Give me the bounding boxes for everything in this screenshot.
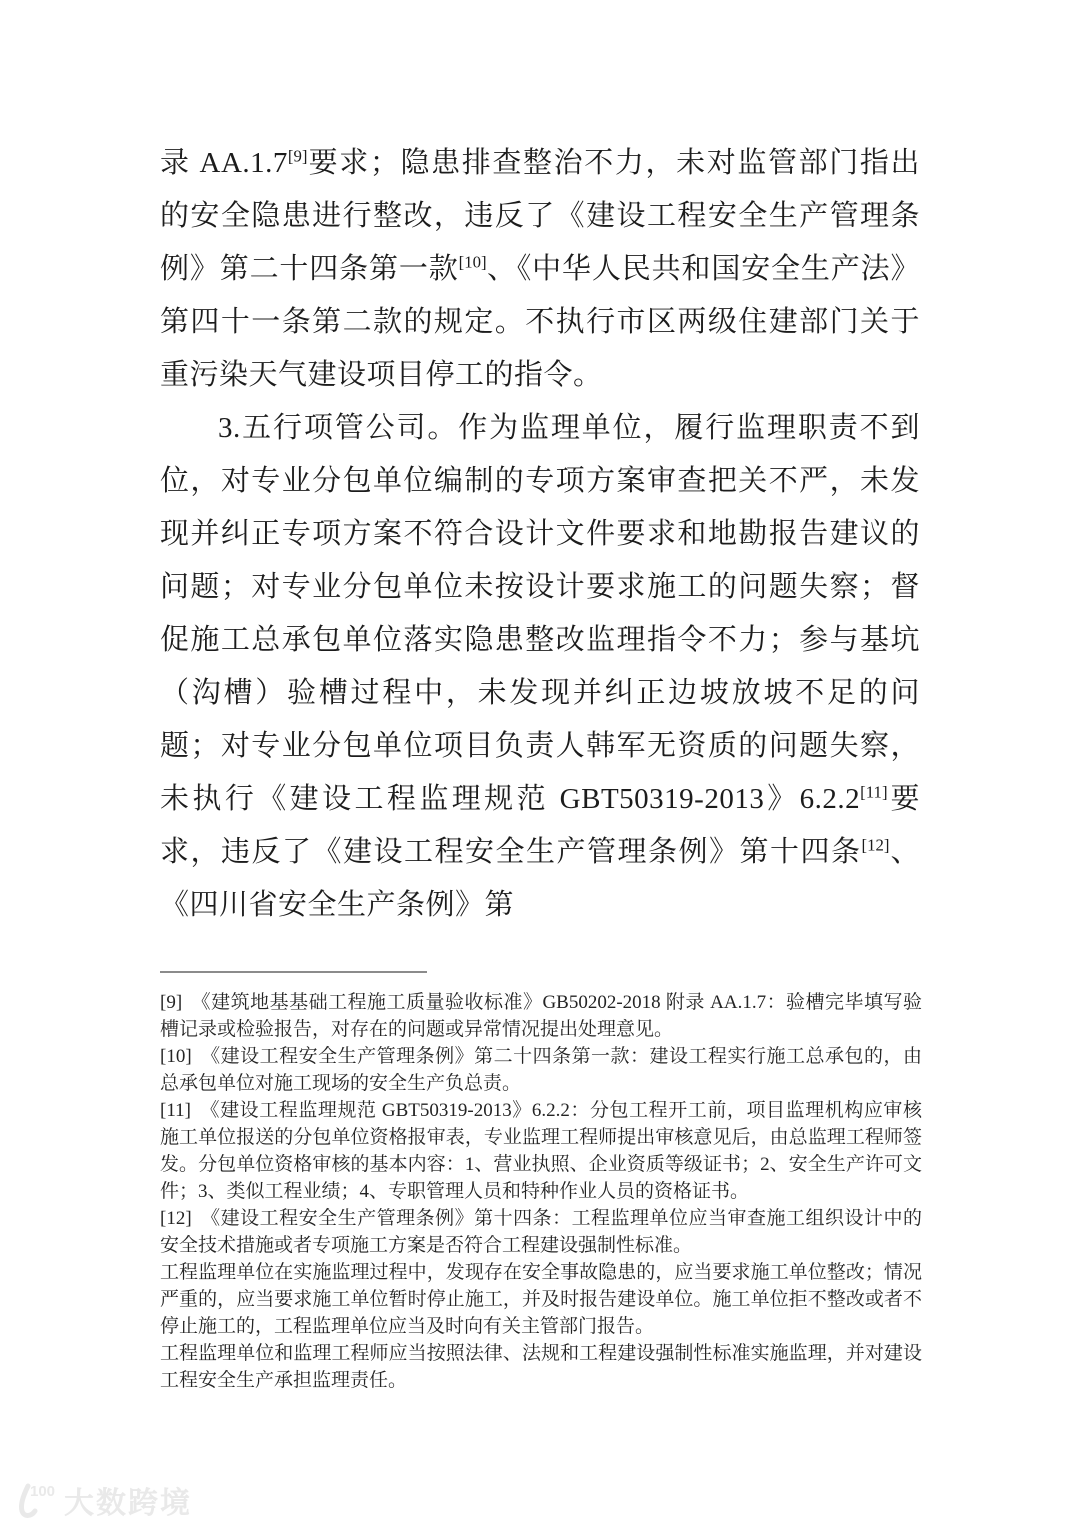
footnote-text: 《建设工程安全生产管理条例》第十四条：工程监理单位应当审查施工组织设计中的安全技术措施或者专项施工方案是否符合工程建设强制性标准。 <box>160 1208 922 1256</box>
text-run: 要求，违反了《建设工程安全生产管理条例》第十四条 <box>160 783 920 868</box>
logo-100-text: 100 <box>30 1483 56 1500</box>
footnotes-section <box>160 971 922 1394</box>
footnote-text: 《建筑地基基础工程施工质量验收标准》GB50202-2018 附录 AA.1.7：验槽完毕填写验槽记录或检验报告，对存在的问题或异常情况提出处理意见。 <box>160 992 922 1040</box>
footnote-item <box>160 1259 922 1340</box>
footnote-text: 《建设工程监理规范 GBT50319-2013》6.2.2：分包工程开工前，项目监理机构应审核施工单位报送的分包单位资格报审表，专业监理工程师提出审核意见后，由总监理工程师签发。分包单位资格审核的基本内容：1、营业执照、企业资质等级证书；2、安全生产许可文件；3、类似工程业绩；4、专职管理人员和特种作业人员的资格证书。 <box>160 1100 922 1202</box>
footnote-marker: [11] <box>160 1100 191 1121</box>
text-run: 、《中华人民共和国安全生产法》第四十一条第二款的规定。不执行市区两级住建部门关于重污染天气建设项目停工的指令。 <box>160 253 920 391</box>
footnote-item <box>160 1340 922 1394</box>
footnote-item <box>160 1097 922 1205</box>
watermark-text: 大数跨境 <box>64 1487 192 1520</box>
text-run: 、《四川省安全生产条例》第 <box>160 836 920 921</box>
footnote-separator <box>160 971 427 973</box>
footnote-text: 《建设工程安全生产管理条例》第二十四条第一款：建设工程实行施工总承包的，由总承包单位对施工现场的安全生产负总责。 <box>160 1046 922 1094</box>
body-text <box>160 137 920 932</box>
watermark <box>14 1478 192 1522</box>
paragraph <box>160 402 920 932</box>
text-run: 要求；隐患排查整治不力，未对监管部门指出的安全隐患进行整改，违反了《建设工程安全生产管理条例》第二十四条第一款 <box>160 147 920 285</box>
footnote-item <box>160 1205 922 1259</box>
text-run: 录 AA.1.7 <box>160 147 288 179</box>
footnote-item <box>160 989 922 1043</box>
footnote-text: 工程监理单位和监理工程师应当按照法律、法规和工程建设强制性标准实施监理，并对建设工程安全生产承担监理责任。 <box>160 1343 922 1391</box>
footnote-marker: [12] <box>160 1208 192 1229</box>
footnote-ref-11: [11] <box>860 782 888 802</box>
footnote-ref-10: [10] <box>458 252 487 272</box>
footnote-text: 工程监理单位在实施监理过程中，发现存在安全事故隐患的，应当要求施工单位整改；情况严重的，应当要求施工单位暂时停止施工，并及时报告建设单位。施工单位拒不整改或者不停止施工的，工程监理单位应当及时向有关主管部门报告。 <box>160 1262 922 1337</box>
dashukuajing-logo-icon <box>14 1480 58 1520</box>
text-run: 3.五行项管公司。作为监理单位，履行监理职责不到位，对专业分包单位编制的专项方案审查把关不严，未发现并纠正专项方案不符合设计文件要求和地勘报告建议的问题；对专业分包单位未按设计要求施工的问题失察；督促施工总承包单位落实隐患整改监理指令不力；参与基坑（沟槽）验槽过程中，未发现并纠正边坡放坡不足的问题；对专业分包单位项目负责人韩军无资质的问题失察，未执行《建设工程监理规范 GBT50319-2013》6.2.2 <box>160 412 920 815</box>
paragraph <box>160 137 920 402</box>
footnote-ref-9: [9] <box>287 146 308 166</box>
footnote-ref-12: [12] <box>861 835 890 855</box>
footnote-marker: [9] <box>160 992 183 1013</box>
footnote-item <box>160 1043 922 1097</box>
footnote-marker: [10] <box>160 1046 192 1067</box>
